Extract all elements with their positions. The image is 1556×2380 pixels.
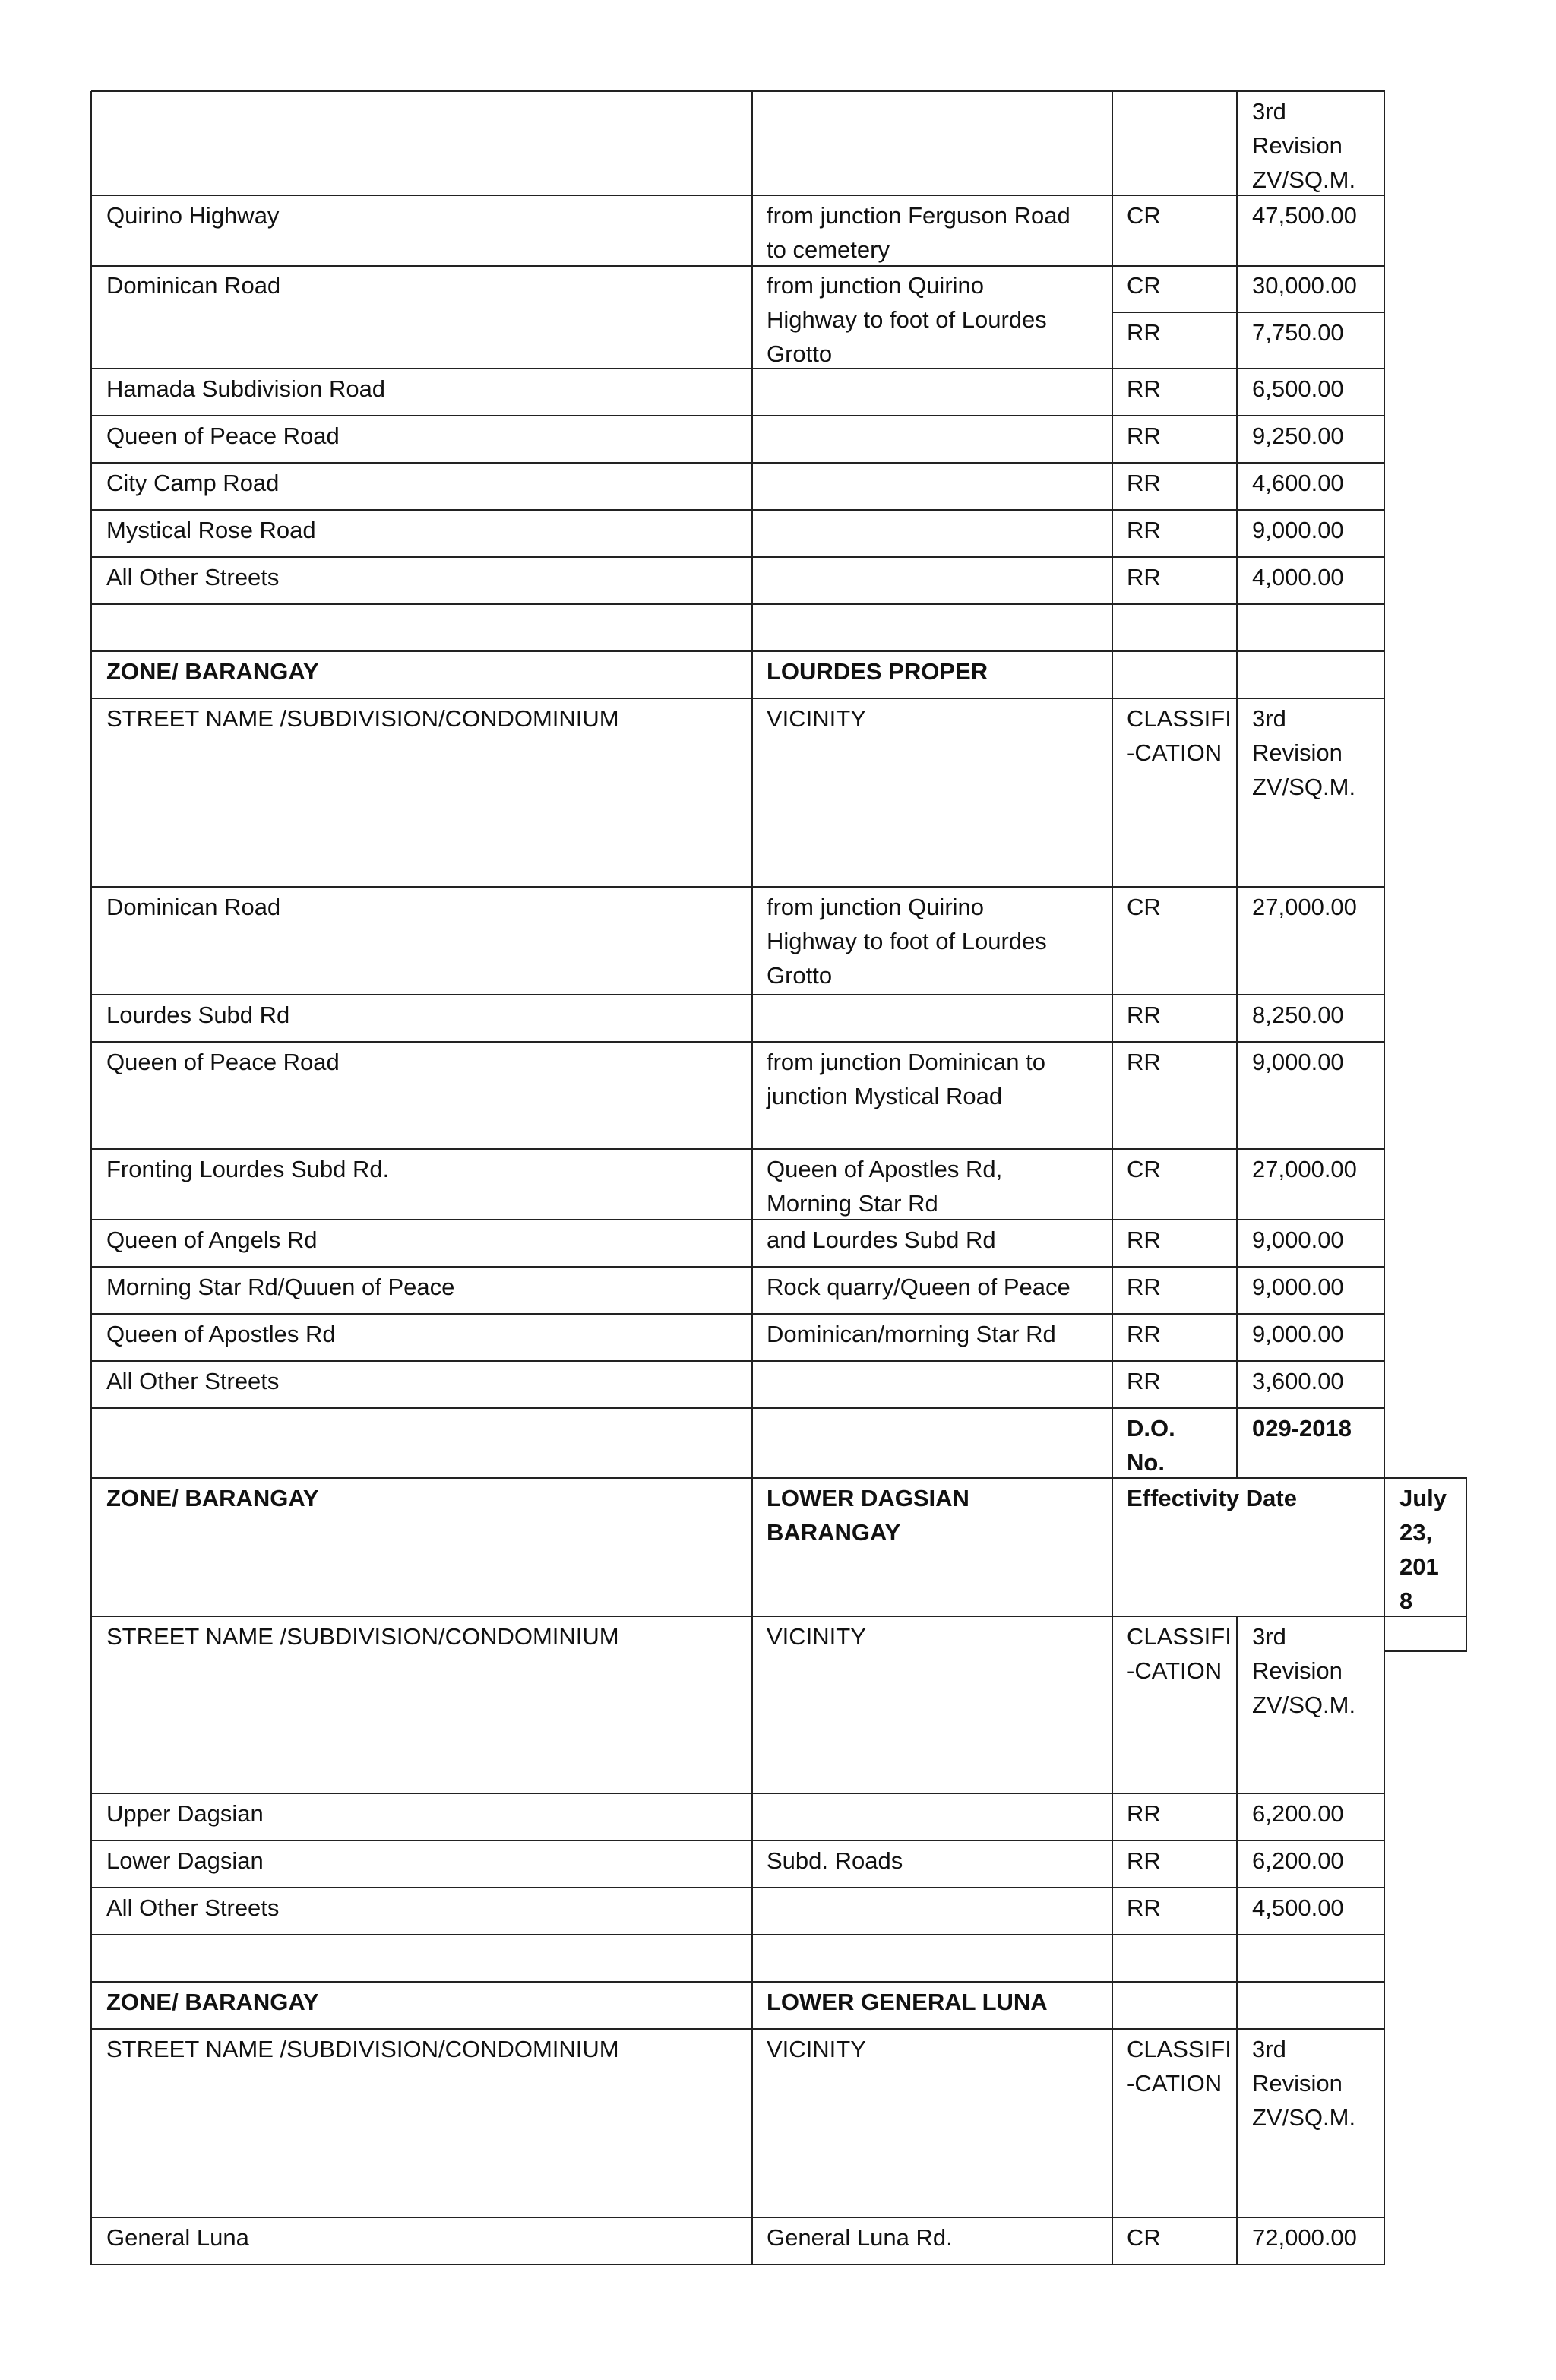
table-grid-line [91, 415, 1385, 416]
table-grid-line [1384, 91, 1385, 2265]
table-grid-line [91, 368, 1385, 369]
table-cell-text: ZONE/ BARANGAY [106, 1485, 319, 1511]
table-cell-text: CR [1127, 2224, 1161, 2251]
table-grid-line [90, 91, 92, 2265]
table-cell-text: All Other Streets [106, 1894, 280, 1921]
table-cell-text: Dominican Road [106, 894, 281, 920]
table-cell-text: 3rd Revision ZV/SQ.M. [1252, 1623, 1356, 1718]
table-cell-text: RR [1127, 1894, 1161, 1921]
table-grid-line [1384, 1650, 1467, 1652]
table-grid-line [91, 1360, 1385, 1362]
table-grid-line [1236, 1616, 1238, 2265]
table-cell-text: RR [1127, 1847, 1161, 1874]
table-cell-text: General Luna [106, 2224, 249, 2251]
table-cell-text: 47,500.00 [1252, 202, 1357, 229]
table-grid-line [91, 509, 1385, 511]
table-cell-text: CR [1127, 1156, 1161, 1182]
table-cell-text: VICINITY [767, 705, 866, 732]
table-grid-line [91, 994, 1385, 995]
table-cell-text: ZONE/ BARANGAY [106, 1989, 319, 2015]
table-grid-line [91, 650, 1385, 652]
table-cell-text: City Camp Road [106, 470, 280, 496]
table-grid-line [91, 1981, 1385, 1983]
table-cell-text: LOURDES PROPER [767, 658, 988, 685]
table-cell-text: RR [1127, 564, 1161, 590]
table-cell-text: 9,000.00 [1252, 517, 1344, 543]
table-grid-line [91, 698, 1385, 699]
table-cell-text: Queen of Angels Rd [106, 1226, 318, 1253]
table-grid-line [91, 195, 1385, 196]
table-cell-text: RR [1127, 1274, 1161, 1300]
table-cell-text: 9,000.00 [1252, 1274, 1344, 1300]
table-grid-line [91, 2217, 1385, 2218]
table-cell-text: VICINITY [767, 2036, 866, 2062]
table-cell-text: from junction Ferguson Road to cemetery [767, 202, 1071, 263]
table-cell-text: D.O. No. [1127, 1415, 1175, 1476]
table-cell-text: RR [1127, 1321, 1161, 1347]
table-cell-text: STREET NAME /SUBDIVISION/CONDOMINIUM [106, 2036, 619, 2062]
table-grid-line [91, 1407, 1385, 1409]
table-cell-text: 6,500.00 [1252, 375, 1344, 402]
table-cell-text: 6,200.00 [1252, 1800, 1344, 1827]
table-cell-text: 4,000.00 [1252, 564, 1344, 590]
table-cell-text: RR [1127, 470, 1161, 496]
table-cell-text: RR [1127, 1800, 1161, 1827]
table-cell-text: 3rd Revision ZV/SQ.M. [1252, 705, 1356, 800]
table-cell-text: 27,000.00 [1252, 1156, 1357, 1182]
table-cell-text: LOWER GENERAL LUNA [767, 1989, 1048, 2015]
table-cell-text: Queen of Peace Road [106, 1049, 340, 1075]
table-cell-text: RR [1127, 423, 1161, 449]
table-cell-text: RR [1127, 517, 1161, 543]
table-cell-text: 3,600.00 [1252, 1368, 1344, 1394]
table-grid-line [91, 2264, 1385, 2265]
table-cell-text: RR [1127, 1226, 1161, 1253]
table-grid-line [91, 265, 1385, 267]
table-cell-text: Queen of Apostles Rd [106, 1321, 336, 1347]
table-cell-text: Lower Dagsian [106, 1847, 264, 1874]
table-cell-text: Rock quarry/Queen of Peace [767, 1274, 1071, 1300]
table-cell-text: Queen of Peace Road [106, 423, 340, 449]
table-cell-text: RR [1127, 1002, 1161, 1028]
table-grid-line [91, 886, 1385, 888]
table-cell-text: CLASSIFI -CATION [1127, 1623, 1232, 1684]
table-grid-line [91, 1477, 1467, 1479]
table-grid-line [91, 1887, 1385, 1888]
table-cell-text: VICINITY [767, 1623, 866, 1650]
table-cell-text: Hamada Subdivision Road [106, 375, 386, 402]
table-grid-line [1112, 91, 1113, 2265]
table-cell-text: Morning Star Rd/Quuen of Peace [106, 1274, 455, 1300]
table-grid-line [91, 2028, 1385, 2030]
table-cell-text: Dominican/morning Star Rd [767, 1321, 1056, 1347]
table-cell-text: Fronting Lourdes Subd Rd. [106, 1156, 390, 1182]
table-cell-text: Queen of Apostles Rd, Morning Star Rd [767, 1156, 1003, 1217]
table-grid-line [91, 1313, 1385, 1315]
table-cell-text: STREET NAME /SUBDIVISION/CONDOMINIUM [106, 705, 619, 732]
table-cell-text: LOWER DAGSIAN BARANGAY [767, 1485, 969, 1546]
table-cell-text: 9,000.00 [1252, 1321, 1344, 1347]
table-grid-line [91, 1616, 1467, 1617]
table-grid-line [751, 91, 753, 2265]
table-grid-line [91, 603, 1385, 605]
table-grid-line [1112, 312, 1385, 313]
table-cell-text: CR [1127, 272, 1161, 299]
table-cell-text: All Other Streets [106, 1368, 280, 1394]
table-grid-line [91, 1219, 1385, 1220]
table-grid-line [91, 1148, 1385, 1150]
table-grid-line [91, 1266, 1385, 1268]
table-cell-text: from junction Quirino Highway to foot of Lourdes Grotto [767, 894, 1047, 989]
table-cell-text: Upper Dagsian [106, 1800, 264, 1827]
table-cell-text: from junction Quirino Highway to foot of Lourdes Grotto [767, 272, 1047, 367]
table-cell-text: General Luna Rd. [767, 2224, 953, 2251]
table-cell-text: from junction Dominican to junction Mystical Road [767, 1049, 1045, 1109]
table-cell-text: 72,000.00 [1252, 2224, 1357, 2251]
table-cell-text: Lourdes Subd Rd [106, 1002, 290, 1028]
table-grid-line [91, 1840, 1385, 1841]
table-cell-text: 7,750.00 [1252, 319, 1344, 346]
table-cell-text: 3rd Revision ZV/SQ.M. [1252, 2036, 1356, 2131]
table-cell-text: CR [1127, 894, 1161, 920]
table-cell-text: 30,000.00 [1252, 272, 1357, 299]
table-cell-text: CLASSIFI -CATION [1127, 2036, 1232, 2097]
table-cell-text: 6,200.00 [1252, 1847, 1344, 1874]
table-grid-line [91, 556, 1385, 558]
table-cell-text: ZONE/ BARANGAY [106, 658, 319, 685]
table-cell-text: 8,250.00 [1252, 1002, 1344, 1028]
table-cell-text: Dominican Road [106, 272, 281, 299]
table-cell-text: All Other Streets [106, 564, 280, 590]
table-cell-text: RR [1127, 1368, 1161, 1394]
table-cell-text: Subd. Roads [767, 1847, 903, 1874]
table-grid-line [91, 90, 1385, 92]
table-cell-text: 4,600.00 [1252, 470, 1344, 496]
table-cell-text: 9,250.00 [1252, 423, 1344, 449]
table-cell-text: RR [1127, 319, 1161, 346]
table-cell-text: Mystical Rose Road [106, 517, 316, 543]
table-cell-text: 4,500.00 [1252, 1894, 1344, 1921]
table-grid-line [1466, 1478, 1467, 1652]
table-grid-line [91, 462, 1385, 464]
table-cell-text: RR [1127, 375, 1161, 402]
table-cell-text: CR [1127, 202, 1161, 229]
table-cell-text: RR [1127, 1049, 1161, 1075]
table-cell-text: and Lourdes Subd Rd [767, 1226, 996, 1253]
table-cell-text: STREET NAME /SUBDIVISION/CONDOMINIUM [106, 1623, 619, 1650]
table-cell-text: Quirino Highway [106, 202, 280, 229]
table-cell-text: July 23, 201 8 [1399, 1485, 1447, 1614]
table-cell-text: 27,000.00 [1252, 894, 1357, 920]
table-grid-line [91, 1793, 1385, 1794]
table-cell-text: 9,000.00 [1252, 1049, 1344, 1075]
table-cell-text: 9,000.00 [1252, 1226, 1344, 1253]
table-cell-text: CLASSIFI -CATION [1127, 705, 1232, 766]
table-cell-text: 3rd Revision ZV/SQ.M. [1252, 98, 1356, 193]
table-cell-text: 029-2018 [1252, 1415, 1352, 1442]
table-grid-line [91, 1041, 1385, 1043]
table-cell-text: Effectivity Date [1127, 1485, 1297, 1511]
table-grid-line [1236, 91, 1238, 1479]
table-grid-line [91, 1934, 1385, 1935]
